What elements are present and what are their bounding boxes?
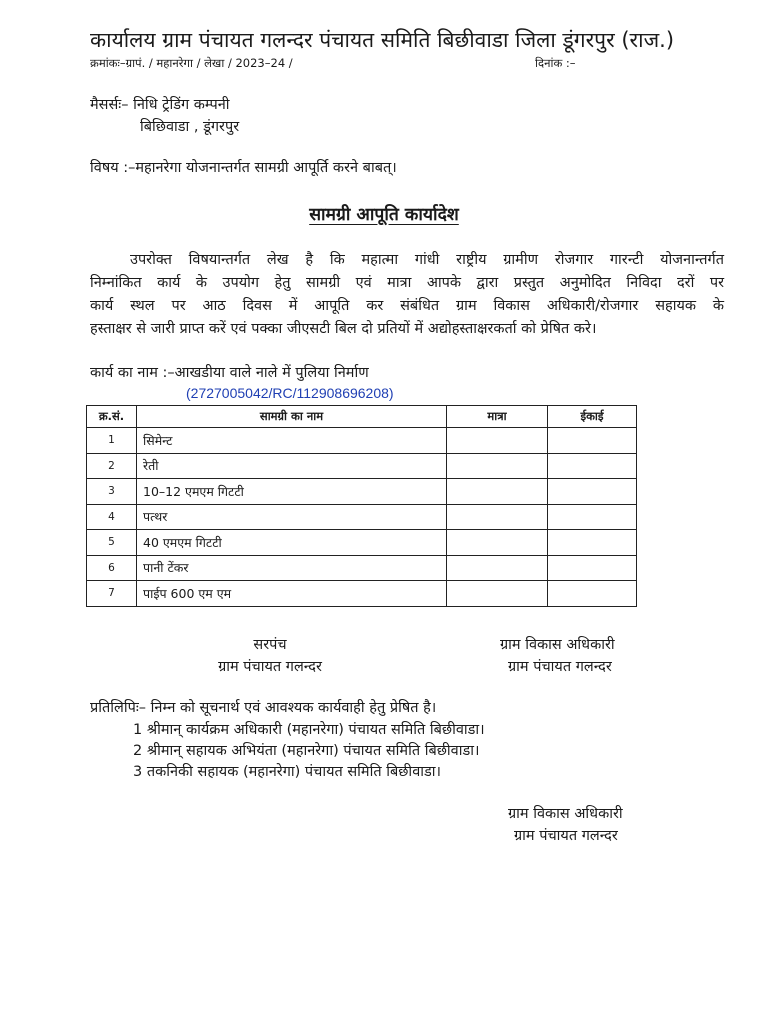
addressee-firm: मैसर्सः– निधि ट्रेडिंग कम्पनी bbox=[90, 97, 230, 113]
work-name: कार्य का नाम :–आखडीया वाले नाले में पुलिया निर्माण bbox=[90, 365, 369, 381]
row-serial: 7 bbox=[87, 581, 137, 607]
row-quantity bbox=[447, 504, 548, 530]
row-unit bbox=[548, 453, 637, 479]
final-signature-org: ग्राम पंचायत गलन्दर bbox=[514, 828, 618, 844]
vdo-title: ग्राम विकास अधिकारी bbox=[500, 637, 615, 653]
row-serial: 5 bbox=[87, 530, 137, 556]
copy-item-2: 2 श्रीमान् सहायक अभियंता (महानरेगा) पंचायत समिति बिछीवाडा। bbox=[133, 743, 480, 759]
row-unit bbox=[548, 504, 637, 530]
final-signature-title: ग्राम विकास अधिकारी bbox=[508, 806, 623, 822]
header-serial: क्र.सं. bbox=[87, 406, 137, 428]
copy-item-1: 1 श्रीमान् कार्यक्रम अधिकारी (महानरेगा) पंचायत समिति बिछीवाडा। bbox=[133, 722, 485, 738]
copy-intro: प्रतिलिपिः– निम्न को सूचनार्थ एवं आवश्यक कार्यवाही हेतु प्रेषित है। bbox=[90, 700, 437, 716]
row-unit bbox=[548, 555, 637, 581]
office-heading: कार्यालय ग्राम पंचायत गलन्दर पंचायत समिति बिछीवाडा जिला डूंगरपुर (राज.) bbox=[90, 28, 675, 52]
order-title bbox=[0, 202, 768, 226]
table-row bbox=[87, 453, 637, 479]
row-unit bbox=[548, 530, 637, 556]
paragraph-line-2: निम्नांकित कार्य के उपयोग हेतु सामग्री एवं मात्रा आपके द्वारा प्रस्तुत अनुमोदित निविदा दरों पर bbox=[90, 275, 724, 291]
table-row bbox=[87, 428, 637, 454]
table-row bbox=[87, 581, 637, 607]
row-unit bbox=[548, 479, 637, 505]
row-material: पत्थर bbox=[137, 504, 447, 530]
paragraph-line-3: कार्य स्थल पर आठ दिवस में आपूति कर संबंधित ग्राम विकास अधिकारी/रोजगार सहायक के bbox=[90, 298, 724, 314]
row-material: 40 एमएम गिटटी bbox=[137, 530, 447, 556]
row-material: पानी टेंकर bbox=[137, 555, 447, 581]
row-quantity bbox=[447, 530, 548, 556]
header-quantity: मात्रा bbox=[447, 406, 548, 428]
table-row bbox=[87, 530, 637, 556]
instruction-paragraph bbox=[90, 249, 724, 341]
row-serial: 4 bbox=[87, 504, 137, 530]
row-material: 10–12 एमएम गिटटी bbox=[137, 479, 447, 505]
vdo-org: ग्राम पंचायत गलन्दर bbox=[508, 659, 612, 675]
row-serial: 1 bbox=[87, 428, 137, 454]
materials-table bbox=[86, 405, 637, 607]
row-material: पाईप 600 एम एम bbox=[137, 581, 447, 607]
sarpanch-title: सरपंच bbox=[253, 637, 287, 653]
table-row bbox=[87, 479, 637, 505]
row-material: सिमेन्ट bbox=[137, 428, 447, 454]
row-serial: 2 bbox=[87, 453, 137, 479]
row-quantity bbox=[447, 555, 548, 581]
header-material-name: सामग्री का नाम bbox=[137, 406, 447, 428]
reference-number: क्रमांकः–ग्रापं. / महानरेगा / लेखा / 2023–24 / bbox=[90, 56, 293, 70]
subject-line: विषय :–महानरेगा योजनान्तर्गत सामग्री आपूर्ति करने बाबत्। bbox=[90, 160, 397, 176]
row-unit bbox=[548, 428, 637, 454]
table-header-row bbox=[87, 406, 637, 428]
order-title-text: सामग्री आपूति कार्यादेश bbox=[309, 205, 459, 225]
row-quantity bbox=[447, 479, 548, 505]
sarpanch-org: ग्राम पंचायत गलन्दर bbox=[218, 659, 322, 675]
row-serial: 6 bbox=[87, 555, 137, 581]
row-quantity bbox=[447, 581, 548, 607]
row-serial: 3 bbox=[87, 479, 137, 505]
paragraph-line-1: उपरोक्त विषयान्तर्गत लेख है कि महात्मा गांधी राष्ट्रीय ग्रामीण रोजगार गारन्टी योजनान्तर्गत bbox=[130, 252, 724, 268]
paragraph-line-4: हस्ताक्षर से जारी प्राप्त करें एवं पक्का जीएसटी बिल दो प्रतियों में अद्योहस्ताक्षरकर्ता को प्रेषित करे। bbox=[90, 321, 597, 337]
row-unit bbox=[548, 581, 637, 607]
header-unit: ईकाई bbox=[548, 406, 637, 428]
work-id: (2727005042/RC/112908696208) bbox=[186, 385, 394, 401]
copy-item-3: 3 तकनिकी सहायक (महानरेगा) पंचायत समिति बिछीवाडा। bbox=[133, 764, 442, 780]
table-row bbox=[87, 555, 637, 581]
row-quantity bbox=[447, 428, 548, 454]
date-label: दिनांक :– bbox=[535, 56, 576, 70]
row-quantity bbox=[447, 453, 548, 479]
table-row bbox=[87, 504, 637, 530]
row-material: रेती bbox=[137, 453, 447, 479]
addressee-location: बिछिवाडा , डूंगरपुर bbox=[140, 119, 240, 135]
